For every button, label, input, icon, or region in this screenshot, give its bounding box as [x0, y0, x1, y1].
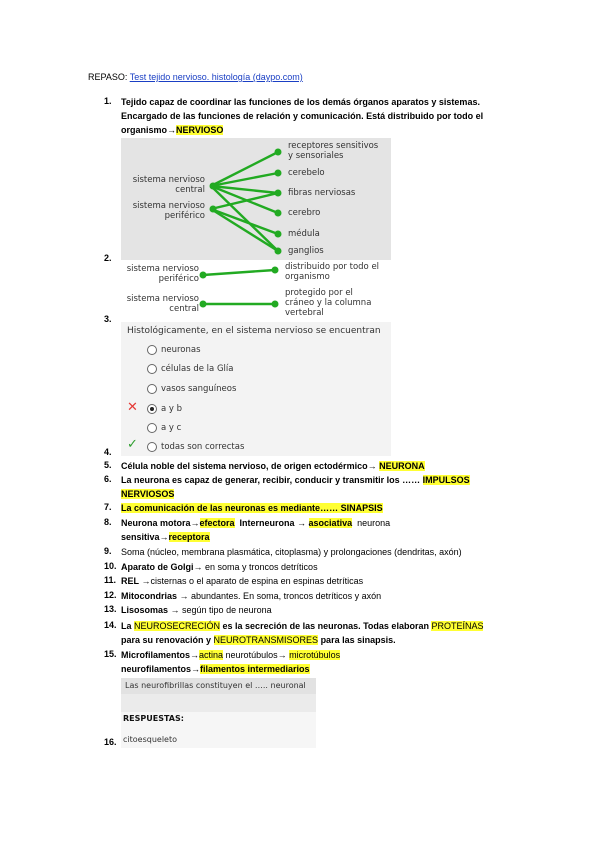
quiz16-question: Las neurofibrillas constituyen el ….. neuronal [125, 681, 306, 690]
q15-line1 [121, 649, 340, 662]
quiz3-option-ayc: a y c [161, 423, 182, 433]
q9-line: Soma (núcleo, membrana plasmática, citoplasma) y prolongaciones (dendritas, axón) [121, 547, 462, 557]
q13-term: Lisosomas [121, 605, 169, 615]
quiz-question-16 [121, 678, 316, 748]
q15-filamentos-intermediarios: filamentos intermediarios [200, 664, 310, 674]
q12-term: Mitocondrias [121, 591, 178, 601]
match1-left-periferico: sistema nervioso periférico [132, 201, 205, 221]
q6-answer-1: IMPULSOS [422, 475, 470, 485]
match1-right-cerebro: cerebro [288, 208, 321, 218]
item-number: 3. [104, 314, 112, 324]
q10-line [121, 561, 318, 574]
q11-term: REL [121, 576, 139, 586]
q14-text-c: para su renovación y [121, 635, 214, 645]
correct-check-icon: ✓ [127, 437, 138, 452]
q12-desc: → abundantes. En soma, troncos detríticos y axón [177, 591, 382, 601]
q14-proteinas: PROTEÍNAS [431, 621, 484, 631]
q14-neurosecrecion: NEUROSECRECIÓN [134, 621, 221, 631]
item-number: 9. [104, 546, 112, 556]
header [88, 72, 303, 82]
match1-right-receptores: receptores sensitivos y sensoriales [288, 141, 379, 161]
q15-actina: actina [199, 650, 224, 660]
q11-desc: →cisternas o el aparato de espina en espinas detríticas [139, 576, 364, 586]
q14-neurotransmisores: NEUROTRANSMISORES [213, 635, 319, 645]
item-number: 6. [104, 474, 112, 484]
matching-exercise-1 [121, 138, 391, 260]
header-label: REPASO: [88, 72, 128, 82]
q6-text: La neurona es capaz de generar, recibir, conducir y transmitir los …… [121, 475, 423, 485]
match2-right-distribuido: distribuido por todo el organismo [285, 262, 380, 282]
item-number: 14. [104, 620, 117, 630]
quiz3-radio-todas[interactable] [147, 442, 157, 452]
q8-asociativa: asociativa [308, 518, 353, 528]
quiz3-radio-ayb[interactable] [147, 404, 157, 414]
q8-receptora: receptora [168, 532, 210, 542]
q1-text: organismo→ [121, 125, 177, 135]
q8-line2 [121, 531, 210, 544]
q15-line2 [121, 663, 310, 676]
quiz3-option-ayb: a y b [161, 404, 183, 414]
q14-line1 [121, 620, 483, 633]
q8-efectora: efectora [199, 518, 235, 528]
q1-line1: Tejido capaz de coordinar las funciones de los demás órganos aparatos y sistemas. [121, 97, 480, 107]
match2-left-central: sistema nervioso central [126, 294, 199, 314]
match1-left-central: sistema nervioso central [132, 175, 205, 195]
quiz3-radio-ayc[interactable] [147, 423, 157, 433]
quiz3-radio-neuronas[interactable] [147, 345, 157, 355]
matching-exercise-2 [119, 262, 391, 318]
item-number: 7. [104, 502, 112, 512]
quiz3-option-vasos: vasos sanguíneos [161, 384, 237, 394]
item-number: 1. [104, 96, 112, 106]
q6-line2 [121, 488, 174, 501]
q12-line [121, 590, 381, 603]
daypo-test-link[interactable]: Test tejido nervioso. histología (daypo.com) [129, 72, 303, 82]
match1-right-fibras: fibras nerviosas [288, 188, 356, 198]
match1-right-ganglios: ganglios [288, 246, 324, 256]
quiz16-answers-label: RESPUESTAS: [123, 714, 184, 723]
q1-answer: NERVIOSO [176, 125, 224, 135]
item-number: 16. [104, 737, 117, 747]
item-number: 5. [104, 460, 112, 470]
q13-line [121, 604, 272, 617]
q14-line2 [121, 634, 396, 647]
quiz3-option-neuronas: neuronas [161, 345, 201, 355]
quiz3-question: Histológicamente, en el sistema nervioso se encuentran [127, 326, 381, 336]
quiz3-radio-glia[interactable] [147, 364, 157, 374]
quiz16-answer: citoesqueleto [123, 735, 177, 744]
quiz-question-3 [121, 322, 391, 456]
q15-microtubulos: microtúbulos [289, 650, 341, 660]
q8-interneurona: Interneurona → [234, 518, 309, 528]
match2-right-protegido: protegido por el cráneo y la columna vertebral [285, 288, 372, 318]
item-number: 10. [104, 561, 117, 571]
q7-line [121, 502, 383, 515]
q8-motora: Neurona motora→ [121, 518, 200, 528]
q6-answer-2: NERVIOSOS [121, 489, 175, 499]
q6-line1 [121, 474, 470, 487]
q5-text: Célula noble del sistema nervioso, de origen ectodérmico→ [121, 461, 380, 471]
quiz3-option-todas: todas son correctas [161, 442, 245, 452]
wrong-mark-icon: ✕ [127, 400, 138, 415]
q15-microfilamentos: Microfilamentos→ [121, 650, 200, 660]
q14-text-d: para las sinapsis. [318, 635, 396, 645]
q15-neurofilamentos: neurofilamentos→ [121, 664, 201, 674]
quiz3-option-glia: células de la Glía [161, 364, 234, 374]
item-number: 2. [104, 253, 112, 263]
q11-line [121, 575, 363, 588]
item-number: 4. [104, 447, 112, 457]
match1-right-medula: médula [288, 229, 320, 239]
q5-line [121, 460, 425, 473]
q14-text-a: La [121, 621, 135, 631]
item-number: 8. [104, 517, 112, 527]
q14-text-b: es la secreción de las neuronas. Todas elaboran [220, 621, 432, 631]
item-number: 15. [104, 649, 117, 659]
q15-neurotubulos: neurotúbulos→ [223, 650, 290, 660]
q13-desc: → según tipo de neurona [168, 605, 272, 615]
quiz16-spacer [121, 694, 316, 712]
quiz3-radio-vasos[interactable] [147, 384, 157, 394]
q10-desc: → en soma y troncos detríticos [193, 562, 318, 572]
q10-term: Aparato de Golgi [121, 562, 194, 572]
q8-neurona: neurona [352, 518, 391, 528]
q1-line3 [121, 124, 223, 137]
item-number: 11. [104, 575, 117, 585]
q8-sensitiva: sensitiva→ [121, 532, 169, 542]
item-number: 12. [104, 590, 117, 600]
match2-left-periferico: sistema nervioso periférico [126, 264, 199, 284]
q8-line1 [121, 517, 390, 530]
q7-answer: La comunicación de las neuronas es mediante…… SINAPSIS [121, 503, 383, 513]
q5-answer: NEURONA [379, 461, 425, 471]
match1-right-cerebelo: cerebelo [288, 168, 325, 178]
q1-line2: Encargado de las funciones de relación y comunicación. Está distribuido por todo el [121, 111, 484, 121]
item-number: 13. [104, 604, 117, 614]
